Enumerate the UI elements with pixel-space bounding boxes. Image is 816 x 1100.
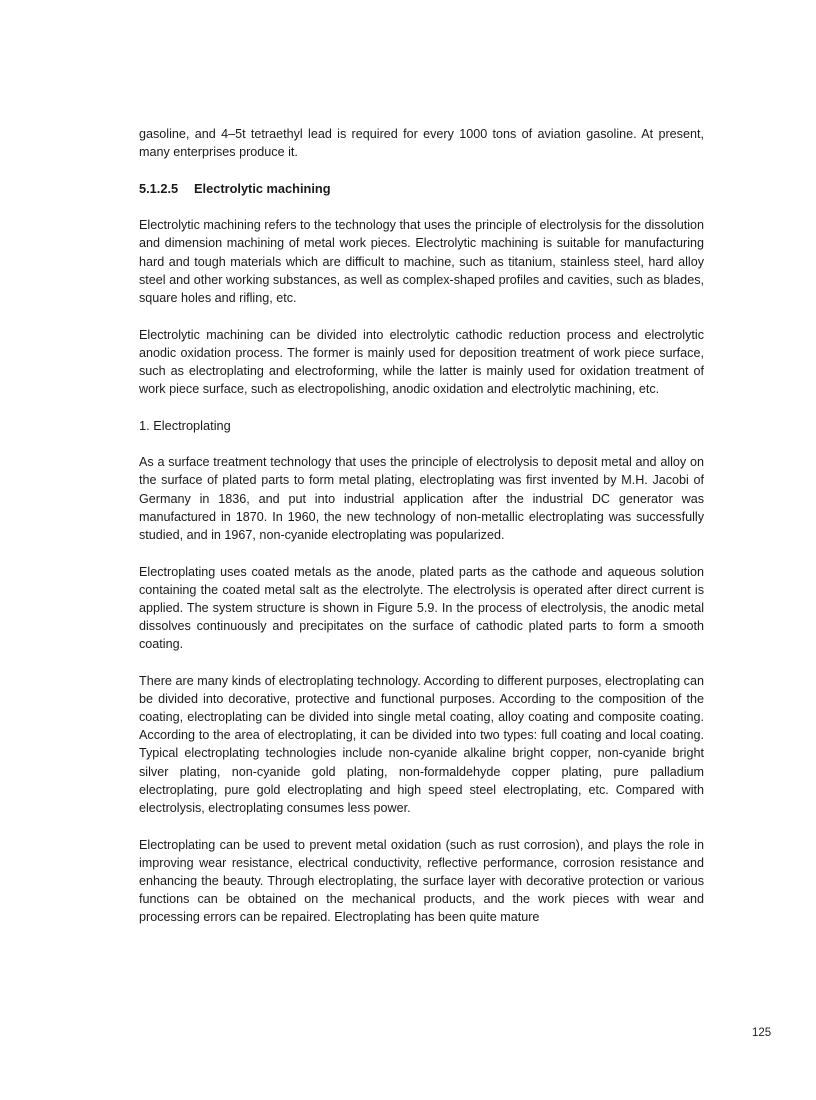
page-body bbox=[139, 125, 704, 945]
section-number: 5.1.2.5 bbox=[139, 180, 179, 196]
paragraph-types: There are many kinds of electroplating technology. According to different purposes, electroplating can be divided into decorative, protective and functional purposes. According to the composition of the coating, electroplating can be divided into single metal coating, alloy coating and composite coating. According to the area of electroplating, it can be divided into two types: full coating and local coating. Typical electroplating technologies include non-cyanide alkaline bright copper, non-cyanide bright silver plating, non-cyanide gold plating, non-formaldehyde copper plating, pure palladium electroplating, pure gold electroplating and high speed steel electroplating, etc. Compared with electrolysis, electroplating consumes less power. bbox=[139, 673, 704, 815]
paragraph-definition: Electrolytic machining refers to the technology that uses the principle of electrolysis for the dissolution and dimension machining of metal work pieces. Electrolytic machining is suitable for manufacturing hard and tough materials which are difficult to machine, such as titanium, stainless steel, hard alloy steel and other working substances, as well as complex-shaped profiles and cavities, such as blades, square holes and rifling, etc. bbox=[139, 218, 704, 305]
paragraph-classification: Electrolytic machining can be divided into electrolytic cathodic reduction process and electrolytic anodic oxidation process. The former is mainly used for deposition treatment of work piece surface, such as electroplating and electroforming, while the latter is mainly used for oxidation treatment of work piece surface, such as electropolishing, anodic oxidation and electrolytic machining, etc. bbox=[139, 327, 704, 397]
paragraph-history: As a surface treatment technology that uses the principle of electrolysis to deposit metal and alloy on the surface of plated parts to form metal plating, electroplating was first invented by M.H. Jacobi of Germany in 1836, and put into industrial application after the industrial DC generator was manufactured in 1870. In 1960, the new technology of non-metallic electroplating was successfully studied, and in 1967, non-cyanide electroplating was popularized. bbox=[139, 455, 704, 542]
paragraph-process: Electroplating uses coated metals as the anode, plated parts as the cathode and aqueous solution containing the coated metal salt as the electrolyte. The electrolysis is operated after direct current is applied. The system structure is shown in Figure 5.9. In the process of electrolysis, the anodic metal dissolves continuously and precipitates on the surface of cathodic plated parts to form a smooth coating. bbox=[139, 564, 704, 652]
section-title: Electrolytic machining bbox=[194, 180, 331, 196]
paragraph-applications: Electroplating can be used to prevent metal oxidation (such as rust corrosion), and plays the role in improving wear resistance, electrical conductivity, reflective performance, corrosion resistance and enhancing the beauty. Through electroplating, the surface layer with decorative protection or various functions can be obtained on the mechanical products, and the work pieces with wear and processing errors can be repaired. Electroplating has been quite mature bbox=[139, 837, 704, 925]
paragraph-continued: gasoline, and 4–5t tetraethyl lead is required for every 1000 tons of aviation gasoline. At present, many enterprises produce it. bbox=[139, 127, 704, 160]
page-number: 125 bbox=[752, 1027, 772, 1039]
section-heading bbox=[139, 180, 704, 198]
subsection-heading: 1. Electroplating bbox=[139, 417, 231, 433]
